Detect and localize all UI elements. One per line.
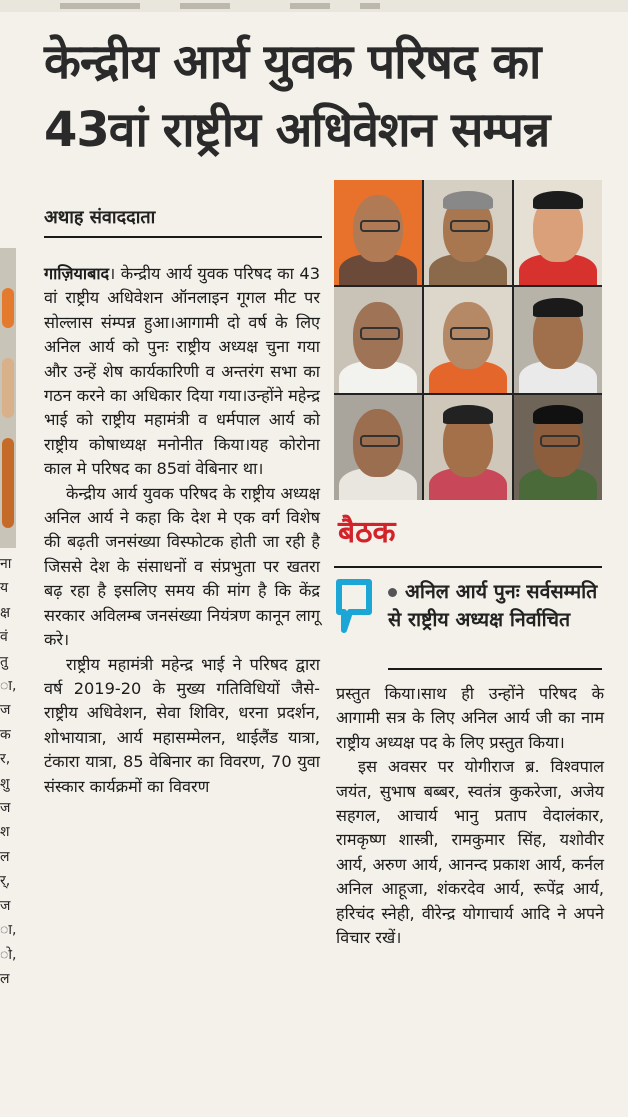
paragraph-4: प्रस्तुत किया।साथ ही उन्होंने परिषद के आगामी सत्र के लिए अनिल आर्य जी का नाम राष्ट्रीय अध्यक्ष पद के लिए प्रस्तुत किया। — [336, 684, 604, 752]
participant-photo — [514, 180, 602, 285]
article-column-2 — [336, 682, 604, 950]
byline: अथाह संवाददाता — [44, 207, 156, 228]
byline-rule — [44, 236, 322, 238]
paragraph-3: राष्ट्रीय महामंत्री महेन्द्र भाई ने परिषद द्वारा वर्ष 2019-20 के मुख्य गतिविधियों जैसे- राष्ट्रीय अधिवेशन, सेवा शिविर, धरना प्रदर्शन, शोभायात्रा, आर्य महासम्मेलन, थाईलैंड यात्रा, टंकारा यात्रा, 85 वेबिनार का विवरण, 70 युवा संस्कार कार्यक्रमों का विवरण — [44, 654, 320, 796]
dateline-city: गाज़ियाबाद — [44, 264, 110, 283]
participant-photo — [424, 180, 512, 285]
participant-photo — [334, 395, 422, 500]
bullet-dot-icon — [388, 588, 397, 597]
adjacent-photo-fragment — [0, 248, 16, 548]
subheading: अनिल आर्य पुनः सर्वसम्मति से राष्ट्रीय अध्यक्ष निर्वाचित — [388, 580, 598, 631]
subhead-bottom-rule — [388, 668, 602, 670]
paragraph-1: गाज़ियाबाद। केन्द्रीय आर्य युवक परिषद का 43 वां राष्ट्रीय अधिवेशन ऑनलाइन गूगल मीट पर सोल्लास संम्पन्न हुआ।आगामी दो वर्ष के लिए अनिल आर्य को पुनः राष्ट्रीय अध्यक्ष चुना गया और उन्हें शेष कार्यकारिणी व अन्तरंग सभा का गठन करने का अधिकार दिया गया।उन्होंने महेन्द्र भाई को राष्ट्रीय महामंत्री व धर्मपाल आर्य को राष्ट्रीय कोषाध्यक्ष मनोनीत किया।यह कोरोना काल मे परिषद का 85वां वेबिनार था। — [44, 264, 320, 479]
adjacent-column-fragment: ना य क्ष वं तु ा, ज क र, शु ज श ल र्, ज ा, ो, ल — [0, 556, 17, 987]
subhead-rule — [334, 566, 602, 568]
meeting-photo-grid — [334, 180, 602, 500]
participant-photo — [514, 395, 602, 500]
paragraph-2: केन्द्रीय आर्य युवक परिषद के राष्ट्रीय अध्यक्ष अनिल आर्य ने कहा कि देश मे एक वर्ग विशेष की बढ़ती जनसंख्या विस्फोटक होती जा रही है जिससे देश के संसाधनों व संप्रभुता पर खतरा बढ़ रहा है इसलिए समय की मांग है कि केंद्र सरकार अविलम्ब जनसंख्या नियंत्रण कानून लागू करे। — [44, 483, 320, 650]
article-column-1 — [44, 262, 320, 799]
quote-marker-icon — [336, 578, 372, 634]
top-strip — [0, 0, 628, 12]
participant-photo — [424, 395, 512, 500]
participant-photo — [514, 287, 602, 392]
headline: केन्द्रीय आर्य युवक परिषद का 43वां राष्ट्रीय अधिवेशन सम्पन्न — [44, 34, 550, 158]
photo-label: बैठक — [338, 515, 396, 550]
participant-photo — [424, 287, 512, 392]
participant-photo — [334, 180, 422, 285]
paragraph-5: इस अवसर पर योगीराज ब्र. विश्वपाल जयंत, सुभाष बब्बर, स्वतंत्र कुकरेजा, अजेय सहगल, आचार्य भानु प्रताप वेदालंकार, रामकृष्ण शास्त्री, रामकुमार सिंह, यशोवीर आर्य, अरुण आर्य, आनन्द प्रकाश आर्य, कर्नल अनिल आहूजा, शंकरदेव आर्य, रूपेंद्र आर्य, हरिचंद स्नेही, वीरेन्द्र योगाचार्य आदि ने अपने विचार रखें। — [336, 757, 604, 948]
participant-photo — [334, 287, 422, 392]
